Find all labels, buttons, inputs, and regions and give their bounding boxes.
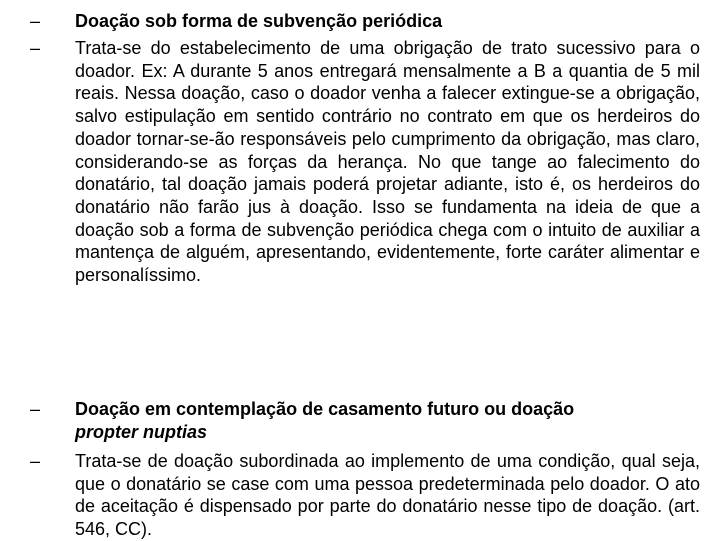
bullet-heading-periodic-subsidy bbox=[30, 10, 700, 33]
bullet-heading-marriage-donation bbox=[30, 398, 700, 443]
heading-periodic-subsidy: Doação sob forma de subvenção periódica bbox=[75, 11, 443, 31]
bullet-periodic-subsidy-description bbox=[30, 37, 700, 287]
heading-marriage-donation-text: Doação em contemplação de casamento futuro ou doação bbox=[75, 399, 575, 419]
heading-marriage-donation bbox=[75, 398, 700, 443]
marriage-donation-description: Trata-se de doação subordinada ao implemento de uma condição, qual seja, que o donatário se case com uma pessoa predeterminada pelo doador. O ato de aceitação é dispensado por parte do donatário nesse tipo de doação. (art. 546, CC). bbox=[75, 451, 700, 540]
bullet-dash: – bbox=[30, 399, 41, 419]
heading-marriage-donation-italic: propter nuptias bbox=[75, 421, 208, 442]
bullet-dash: – bbox=[30, 451, 41, 471]
bullet-marriage-donation-description bbox=[30, 450, 700, 541]
bullet-dash: – bbox=[30, 11, 41, 31]
bullet-dash: – bbox=[30, 38, 41, 58]
periodic-subsidy-description: Trata-se do estabelecimento de uma obrigação de trato sucessivo para o doador. Ex: A durante 5 anos entregará mensalmente a B a quantia de 5 mil reais. Nessa doação, caso o doador venha a falecer extingue-se a obrigação, salvo estipulação em sentido contrário no contrato em que os herdeiros do doador tornar-se-ão responsáveis pelo cumprimento da obrigação, mas claro, considerando-se as forças da herança. No que tange ao falecimento do donatário, tal doação jamais poderá projetar adiante, isto é, os herdeiros do donatário não farão jus à doação. Isso se fundamenta na ideia de que a doação sob a forma de subvenção periódica chega com o intuito de auxiliar a mantença de alguém, apresentando, evidentemente, forte caráter alimentar e personalíssimo. bbox=[75, 38, 700, 286]
